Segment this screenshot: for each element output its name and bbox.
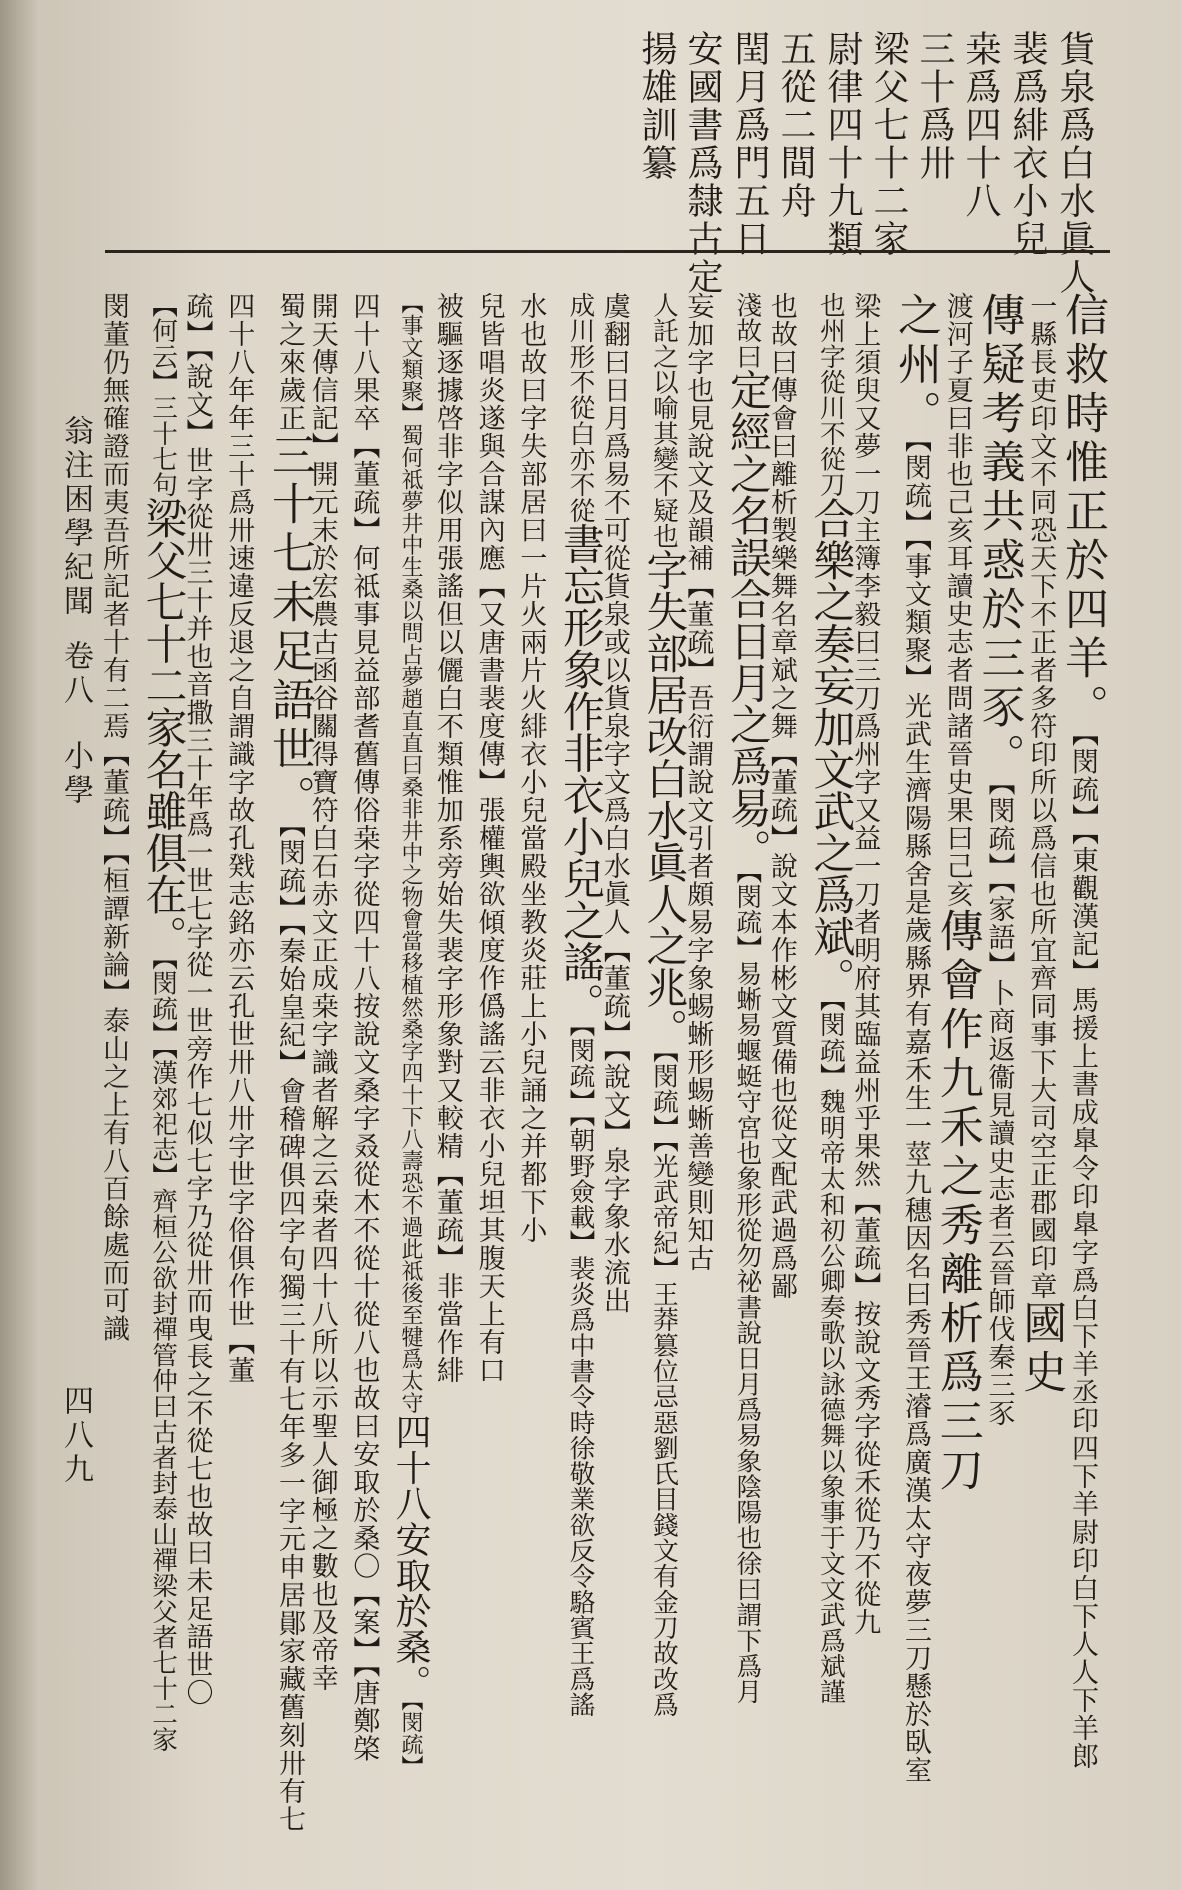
- commentary-text-run: 製樂舞名章斌之舞【董疏】說文本作彬文質備也從文配武過爲鄙: [765, 516, 797, 1300]
- text-column: [973, 292, 1025, 1427]
- text-column: [890, 292, 942, 1784]
- main-text-run: 書忘形象作非衣小兒之謠。: [555, 522, 605, 1025]
- commentary-text-run: 【閔疏】魏明帝太和初公卿奏歌以詠德舞以象事于文文武爲斌謹: [815, 998, 846, 1705]
- commentary-text-run: 水也故曰字失部居: [515, 292, 547, 516]
- header-divider-rule: [105, 250, 1110, 253]
- commentary-text-run: 而夷吾所記者十有二焉【董疏】【桓譚新論】泰山之上有八百餘處而可識: [98, 460, 129, 1343]
- main-text-run: 字失部居改白水眞人之兆。: [639, 548, 689, 1051]
- text-column: [515, 292, 547, 1244]
- text-column: [931, 292, 983, 1496]
- commentary-text-run: 四十八果卒【董疏】何祗事見益部耆舊傳俗桒字從四十八按說文桑字叒從木不從十從八也故曰安取於桑〇【案】【唐鄭棨: [348, 292, 380, 1763]
- commentary-text-run: 四十八年: [223, 292, 255, 404]
- footer-volume: 卷八: [58, 640, 93, 708]
- header-note: 安國書爲隸古定: [682, 30, 723, 296]
- page-number: 四八九: [58, 1385, 93, 1487]
- commentary-text-run: 虞翻曰日月爲易不可從: [598, 292, 630, 572]
- page-gutter-shadow: [0, 0, 40, 1890]
- commentary-text-run: 也州字從川不從刀: [815, 292, 846, 498]
- commentary-text-run: 閔董仍無確證: [98, 292, 129, 460]
- text-column: [555, 292, 605, 1718]
- main-text-run: 國史: [1015, 1300, 1067, 1398]
- commentary-text-run: 【閔疏】【朝野僉載】裴炎爲中書令時徐敬業欲反令駱賓王爲謠: [564, 1024, 595, 1718]
- header-note: 五從二間舟: [775, 30, 816, 220]
- commentary-text-run: 疏】【說文】世字從卅三十并也音撒三十年爲一世七字從一世旁作七似七字乃從卅而曳長之不從七也故曰未足語世〇: [181, 292, 213, 1707]
- commentary-text-run: 被驅逐據啓非字似用張謠但以儷白不類惟加系旁始失裴字形象對又較精【董疏】非當作緋: [431, 292, 463, 1384]
- text-column: [722, 292, 772, 1705]
- main-text-run: 傳疑考義共惑於三豕。: [973, 292, 1025, 782]
- main-text-run: 四十八安取於桑。: [390, 1413, 432, 1701]
- commentary-text-run: 【事文類聚】蜀何祗夢井中生桑以問占夢趙直直曰桑非井中之物會當移植然桑字四十下八壽恐不過此祗後至犍爲太守: [398, 292, 424, 1414]
- commentary-text-run: 梁上須臾又夢一刀主簿李毅曰三刀爲州字又益一刀者明府其臨益州乎果然【董疏】按說文秀字從禾從乃不從九: [849, 292, 881, 1636]
- commentary-text-run: 成川形不從白亦不從: [564, 292, 595, 523]
- commentary-text-run: 【閔疏】: [398, 1700, 424, 1778]
- header-note: 揚雄訓纂: [636, 30, 677, 182]
- text-column: [473, 292, 505, 1384]
- footer-book-title: 翁注困學紀聞: [58, 415, 93, 619]
- header-note: 桒爲四十八: [960, 30, 1001, 220]
- commentary-text-run: 也故曰傳會曰離析: [765, 292, 797, 516]
- main-text-run: 合樂之奏妄加文武之爲斌。: [806, 497, 856, 999]
- text-column: [639, 292, 689, 1718]
- header-note: 梁父七十二家: [868, 30, 909, 258]
- commentary-text-run: 貨泉或以貨泉字文爲白水眞人【董疏】【說文】泉字象水流出: [598, 572, 630, 1315]
- header-note: 貨泉爲白水眞人: [1054, 30, 1095, 296]
- main-text-run: 三十七未足語世。: [263, 432, 315, 824]
- main-text-run: 之州。: [890, 292, 942, 439]
- commentary-text-run: 蜀之來歲正: [273, 292, 305, 432]
- commentary-text-run: 渡河子夏曰非也己亥耳讀史志者問諸晉史果曰己亥: [941, 292, 973, 908]
- header-note: 三十爲卅: [914, 30, 955, 182]
- commentary-text-run: 【閔疏】【東觀漢記】馬援上書成臯令印臯字爲白下羊丞印四下羊尉印白下人人下羊郎: [1067, 733, 1098, 1770]
- text-column: [138, 292, 188, 1753]
- commentary-text-run: 曰一片火兩片火緋衣小兒當殿坐教炎莊上小兒誦之并都下小: [515, 516, 547, 1244]
- commentary-text-run: 【閔疏】【漢郊祀志】齊桓公欲封禪管仲曰古者封泰山禪梁父者七十二家: [147, 957, 178, 1753]
- footer-section: 小學: [58, 740, 93, 808]
- commentary-text-run: 【閔疏】【秦始皇紀】會稽碑俱四字句獨三十有七年多一字元申居鄖家藏舊刻卅有七: [273, 824, 305, 1833]
- header-note: 裴爲緋衣小兒: [1007, 30, 1048, 258]
- main-text-run: 梁父七十二家名雖俱在。: [138, 497, 188, 958]
- commentary-text-run: 【閔疏】【光武帝紀】王莽篡位忌惡劉氏目錢文有金刀故改爲: [648, 1050, 679, 1718]
- commentary-text-run: 兒皆唱炎遂與合謀內應【又唐書裴度傳】張權輿欲傾度作僞謠云非衣小兒坦其腹天上有口: [473, 292, 505, 1384]
- text-column: [348, 292, 380, 1763]
- main-text-run: 傳會作九禾之秀離析爲三刀: [931, 908, 983, 1496]
- main-text-run: 定經之名誤合日月之爲易。: [722, 368, 772, 871]
- commentary-text-run: 淺故曰: [731, 292, 762, 369]
- header-note: 尉律四十九類: [822, 30, 863, 258]
- commentary-text-run: 人託之以喻其變不疑也: [648, 292, 679, 549]
- header-note: 閏月爲門五日: [729, 30, 770, 258]
- text-column: [682, 292, 714, 1272]
- commentary-text-run: 年三十爲卅速違反退之自謂識字故孔戣志銘亦云孔世卅八卅字世字俗俱作世【董: [223, 404, 255, 1384]
- text-column: [263, 292, 315, 1833]
- text-column: [100, 292, 127, 1343]
- commentary-text-run: 【閔疏】易蜥易蝘蜓守宮也象形從勿祕書說日月爲易象陰陽也徐曰謂下爲月: [731, 870, 762, 1705]
- main-text-run: 信救時惟正於四羊。: [1057, 292, 1108, 733]
- commentary-text-run: 【閔疏】【家語】卜商返衞見讀史志者云晉師伐秦三豕: [983, 782, 1015, 1427]
- commentary-text-run: 妄加: [682, 292, 714, 348]
- commentary-text-run: 【閔疏】【事文類聚】光武生濟陽縣舍是歲縣界有嘉禾生一莖九穗因名曰秀晉王濬爲廣漢太守夜夢三刀懸於臥室: [900, 439, 932, 1784]
- text-column: [223, 292, 255, 1384]
- commentary-text-run: 開天傳信記】開元末於宏農古函谷關得寶符白石赤文正成桒字識者解之云桒者四十八所以示聖人御極之數也及帝幸: [306, 292, 338, 1692]
- commentary-text-run: 【何云】三十七句: [147, 292, 178, 498]
- commentary-text-run: 字也見說文及韻補【董疏】吾衍謂說文引者頗易字象蜴蜥形蜴蜥善變則知古: [682, 348, 714, 1272]
- text-column: [806, 292, 856, 1705]
- text-column: [1057, 292, 1108, 1770]
- commentary-text-run: 一縣長吏印文不同恐天下不正者多符印所以爲信也所宜齊同事下大司空正郡國印章: [1025, 292, 1057, 1300]
- text-column: [431, 292, 463, 1384]
- text-column: [1015, 292, 1067, 1398]
- text-column: [390, 292, 432, 1778]
